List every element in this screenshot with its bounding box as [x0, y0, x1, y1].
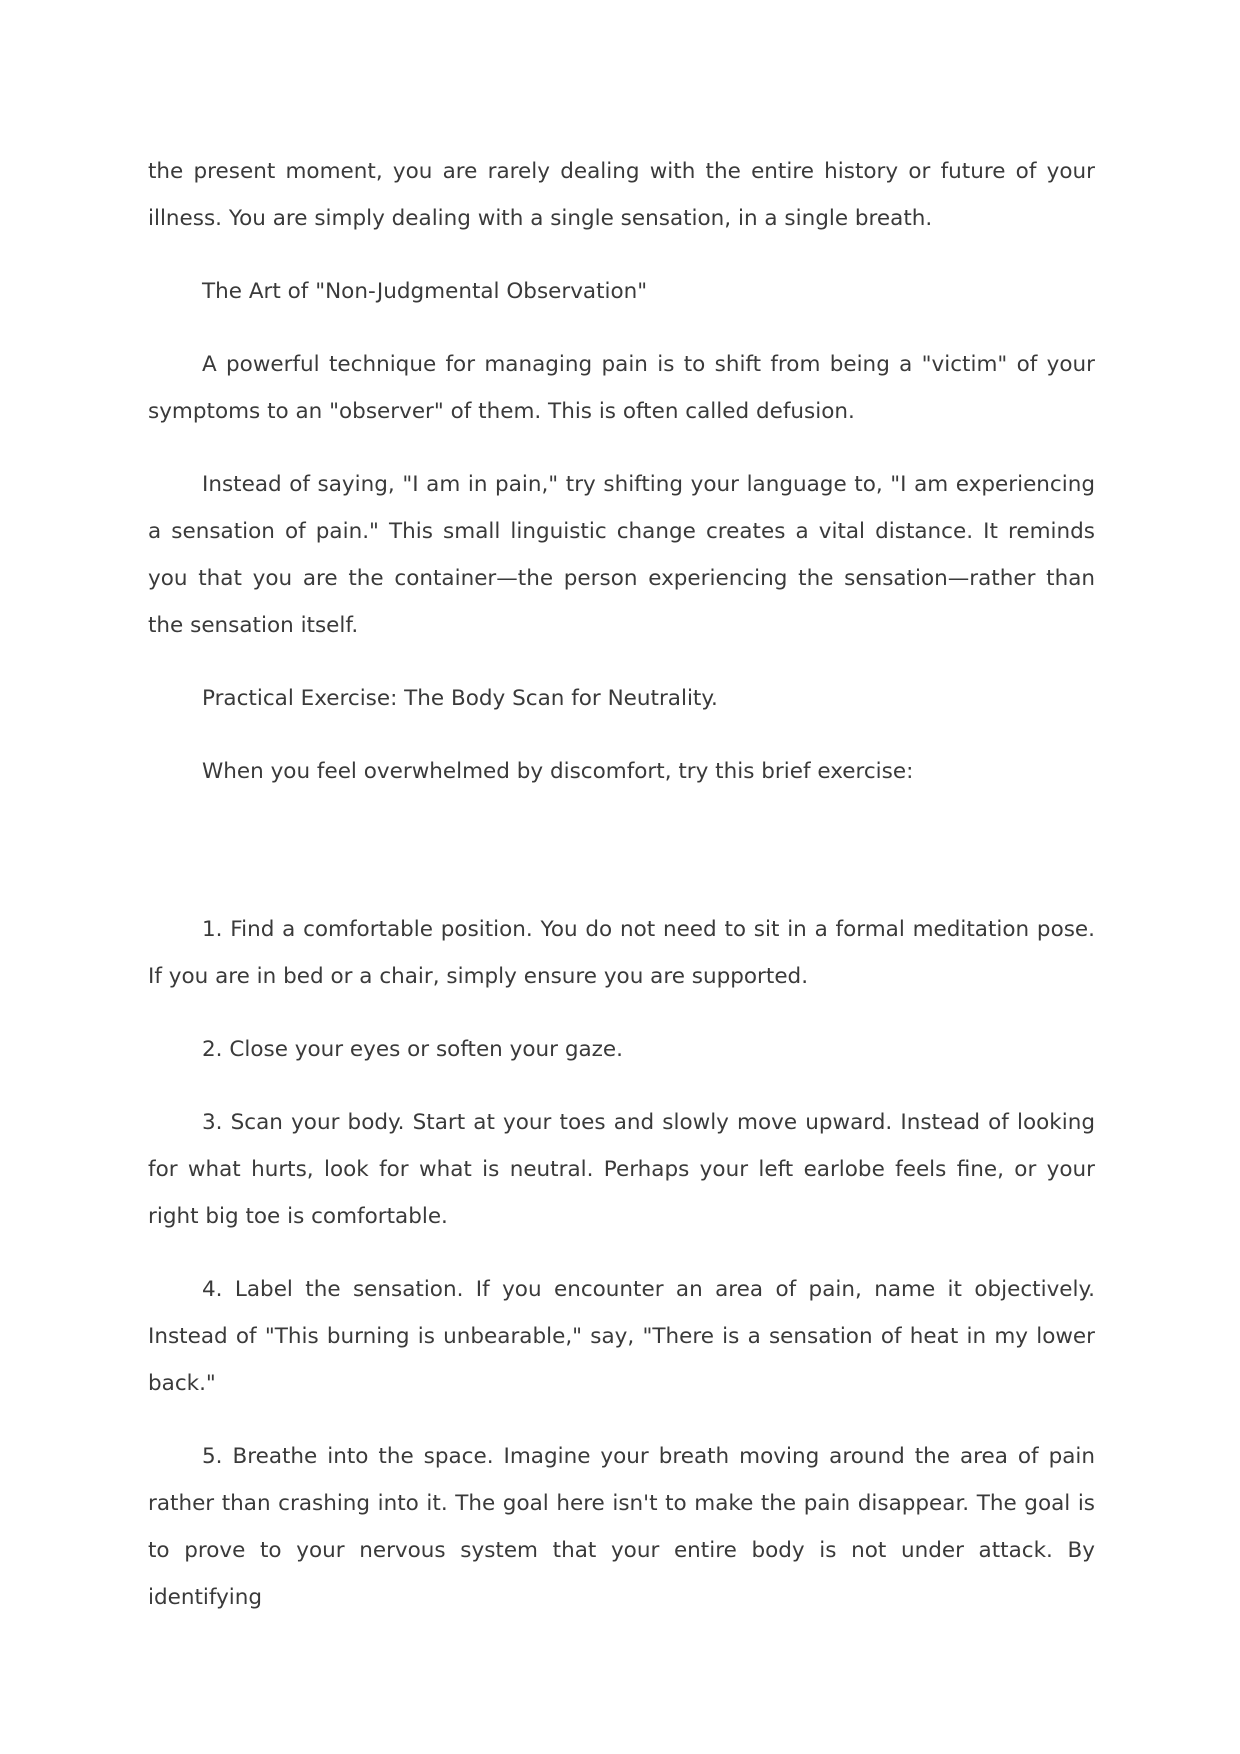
- blank-space: [148, 821, 1095, 906]
- paragraph-defusion: A powerful technique for managing pain is to shift from being a "victim" of your symptoms to an "observer" of them. This is often called defusion.: [148, 352, 1095, 424]
- list-item: 5. Breathe into the space. Imagine your breath moving around the area of pain rather than crashing into it. The goal here isn't to make the pain disappear. The goal is to prove to your nervous system that your entire body is not under attack. By identifying: [148, 1444, 1095, 1610]
- list-item: 4. Label the sensation. If you encounter an area of pain, name it objectively. Instead of "This burning is unbearable," say, "There is a sensation of heat in my lower back.": [148, 1277, 1095, 1396]
- exercise-intro: When you feel overwhelmed by discomfort, try this brief exercise:: [202, 759, 914, 784]
- section-heading: The Art of "Non-Judgmental Observation": [202, 279, 648, 304]
- paragraph-language-shift: Instead of saying, "I am in pain," try shifting your language to, "I am experiencing a sensation of pain." This small linguistic change creates a vital distance. It reminds you that you are the container—the person experiencing the sensation—rather than the sensation itself.: [148, 472, 1095, 638]
- list-item: 2. Close your eyes or soften your gaze.: [202, 1037, 623, 1062]
- paragraph-continuation: the present moment, you are rarely dealing with the entire history or future of your illness. You are simply dealing with a single sensation, in a single breath.: [148, 159, 1095, 231]
- document-body: [148, 148, 1095, 1647]
- exercise-heading: Practical Exercise: The Body Scan for Neutrality.: [202, 686, 718, 711]
- list-item: 3. Scan your body. Start at your toes and slowly move upward. Instead of looking for what hurts, look for what is neutral. Perhaps your left earlobe feels fine, or your right big toe is comfortable.: [148, 1110, 1095, 1229]
- list-item: 1. Find a comfortable position. You do not need to sit in a formal meditation pose. If you are in bed or a chair, simply ensure you are supported.: [148, 917, 1095, 989]
